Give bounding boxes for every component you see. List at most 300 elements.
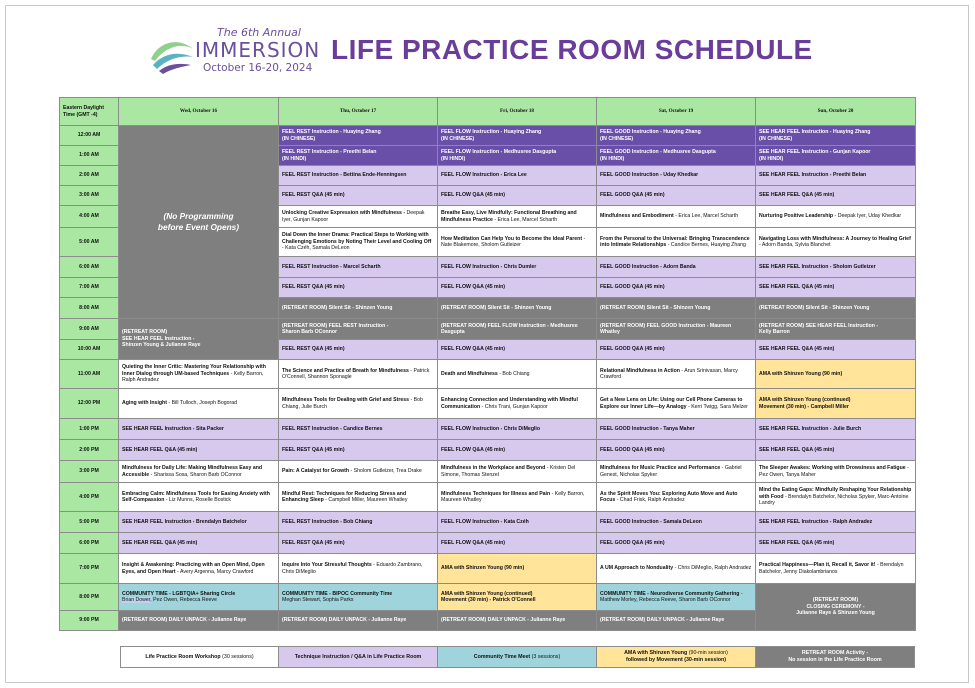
session-presenters: - Brendalyn Batchelor, Jenny Diakolambrianos: [759, 562, 904, 575]
session-cell[interactable]: [438, 483, 597, 512]
legend-instruction: [279, 647, 438, 668]
session-cell[interactable]: [756, 257, 916, 278]
table-row: [60, 419, 916, 440]
session-title: FEEL GOOD Instruction - Samala DeLeon: [600, 518, 702, 525]
session-title: COMMUNITY TIME - BIPOC Community Time: [282, 590, 393, 597]
session-title: FEEL REST Instruction - Bob Chiang: [282, 518, 373, 525]
session-sub: (IN CHINESE): [759, 135, 793, 142]
session-title: SEE HEAR FEEL Q&A (45 min): [122, 539, 198, 546]
session-title: Pain: A Catalyst for Growth: [282, 468, 350, 475]
session-cell[interactable]: [597, 206, 756, 228]
session-title: SEE HEAR FEEL Instruction - Sita Packer: [122, 425, 224, 432]
session-cell[interactable]: [438, 512, 597, 533]
session-title: FEEL REST Q&A (45 min): [282, 192, 345, 199]
session-cell[interactable]: [438, 389, 597, 419]
session-cell[interactable]: [438, 126, 597, 146]
legend-label: Community Time Meet: [473, 653, 531, 660]
session-cell[interactable]: [597, 584, 756, 611]
session-title: (RETREAT ROOM) Silent Sit - Shinzen Young: [600, 304, 711, 311]
session-presenters: - Patrick O'Connell, Shannon Sponagle: [282, 367, 430, 380]
time-cell: 7:00 PM: [60, 554, 119, 584]
session-title: Unlocking Creative Expression with Mindfulness -: [282, 210, 406, 216]
session-presenters: - Kelly Barron, Maureen Whatley: [441, 490, 585, 503]
session-cell[interactable]: [756, 319, 916, 340]
legend-note: (30 sessions): [220, 653, 254, 660]
session-title: SEE HEAR FEEL Q&A (45 min): [759, 192, 835, 199]
no-programming-cell: [119, 126, 279, 319]
session-cell[interactable]: [756, 461, 916, 483]
session-title: FEEL REST Q&A (45 min): [282, 539, 345, 546]
session-sub: (IN HINDI): [600, 155, 625, 162]
time-cell: 12:00 PM: [60, 389, 119, 419]
session-cell[interactable]: [438, 166, 597, 186]
session-title: Get a New Lens on Life: Using our Cell Phone Cameras to Explore our Inner Life—by Analogy: [600, 397, 743, 410]
session-cell[interactable]: [756, 298, 916, 319]
session-title: (RETREAT ROOM): [812, 597, 859, 604]
session-cell[interactable]: [756, 126, 916, 146]
session-title: FEEL REST Q&A (45 min): [282, 446, 345, 453]
session-title: (RETREAT ROOM) DAILY UNPACK - Julianne Raye: [122, 617, 247, 624]
day-header: Thu, October 17: [279, 98, 438, 126]
table-row: [60, 126, 916, 146]
day-header: Sat, October 19: [597, 98, 756, 126]
session-cell[interactable]: [279, 440, 438, 461]
session-title: (RETREAT ROOM) Silent Sit - Shinzen Young: [441, 304, 552, 311]
session-presenters: - Erica Lee, Marcel Scharth: [675, 213, 739, 220]
time-cell: 3:00 AM: [60, 186, 119, 206]
session-title: Mindfulness and Embodiment: [600, 213, 674, 220]
session-cell[interactable]: [279, 126, 438, 146]
session-title: AMA with Shinzen Young (continued): [759, 397, 851, 403]
session-title: From the Personal to the Universal: Bringing Transcendence into Intimate Relationships: [600, 235, 750, 248]
session-cell[interactable]: [438, 146, 597, 166]
session-title: FEEL REST Instruction - Candice Bernes: [282, 425, 383, 432]
session-title: Quieting the Inner Critic: Mastering Your Relationship with Inner Dialog through UM-based Techniques: [122, 364, 266, 377]
session-title: Mindfulness Tools for Dealing with Grief and Stress: [282, 397, 410, 403]
time-cell: 7:00 AM: [60, 278, 119, 298]
session-presenters: Deepak Iyer, Gunjan Kapoor: [282, 210, 425, 223]
session-cell[interactable]: [597, 512, 756, 533]
session-presenters: - Adorn Banda, Sylvia Blanchet: [759, 242, 831, 248]
session-cell[interactable]: [597, 228, 756, 257]
table-row: [60, 319, 916, 340]
session-cell[interactable]: [279, 512, 438, 533]
legend-workshop: [121, 647, 279, 668]
session-presenters: - Kristen Del Simone, Thomas Stenzel: [441, 465, 576, 478]
session-cell[interactable]: [597, 554, 756, 584]
session-title: FEEL GOOD Q&A (45 min): [600, 446, 665, 453]
session-presenters: - Pez Owen, Tanya Maher: [759, 465, 909, 478]
session-presenters: - Kata Czéh, Samala DeLeon: [282, 245, 350, 252]
session-cell[interactable]: [756, 554, 916, 584]
page-title: LIFE PRACTICE ROOM SCHEDULE: [331, 34, 813, 65]
session-cell[interactable]: [756, 360, 916, 389]
session-cell[interactable]: [119, 483, 279, 512]
time-cell: 4:00 AM: [60, 206, 119, 228]
time-cell: 5:00 AM: [60, 228, 119, 257]
session-presenters: - Nate Blakemore, Sholom Gutleizer: [441, 235, 586, 248]
session-title: Death and Mindfulness: [441, 370, 498, 377]
time-cell: 3:00 PM: [60, 461, 119, 483]
session-presenters: - Erica Lee, Marcel Scharth: [494, 216, 558, 223]
table-row: [60, 360, 916, 389]
session-sub: (IN CHINESE): [441, 135, 475, 142]
session-cell[interactable]: [279, 419, 438, 440]
session-presenters: - Liz Munns, Roselle Bostick: [165, 497, 231, 503]
session-cell[interactable]: [597, 166, 756, 186]
session-title: Dial Down the Inner Drama: Practical Steps to Working with Challenging Emotions by Noting Their Level and Cooling Off: [282, 232, 432, 245]
no-programming-line: (No Programming: [163, 211, 234, 222]
session-cell[interactable]: [279, 389, 438, 419]
session-title: Practical Happiness—Plan it, Recall it, Savor it!: [759, 562, 876, 568]
session-title: Embracing Calm: Mindfulness Tools for Easing Anxiety with Self-Compassion: [122, 490, 270, 503]
session-title: SEE HEAR FEEL Q&A (45 min): [759, 539, 835, 546]
session-title: SEE HEAR FEEL Instruction - Gunjan Kapoor: [759, 149, 871, 155]
session-title: FEEL GOOD Instruction - Huaying Zhang: [600, 129, 701, 135]
session-title: FEEL REST Instruction - Bettina Ende-Henningsen: [282, 172, 407, 179]
session-cell[interactable]: [597, 186, 756, 206]
session-title: (RETREAT ROOM) DAILY UNPACK - Julianne Raye: [600, 617, 725, 624]
session-cell[interactable]: [119, 360, 279, 389]
legend-ama: [597, 647, 756, 668]
session-sub: Shinzen Young & Julianne Raye: [122, 342, 201, 349]
session-sub: CLOSING CEREMONY -: [806, 603, 865, 610]
session-cell[interactable]: [438, 257, 597, 278]
session-cell[interactable]: [756, 512, 916, 533]
session-title: FEEL REST Instruction - Preethi Belan: [282, 149, 377, 155]
session-title: FEEL FLOW Instruction - Huaying Zhang: [441, 129, 542, 135]
session-sub: (IN HINDI): [282, 155, 307, 162]
session-title: The Science and Practice of Breath for Mindfulness: [282, 367, 409, 374]
legend-note: No session in the Life Practice Room: [788, 657, 882, 663]
session-title: SEE HEAR FEEL Q&A (45 min): [759, 346, 835, 353]
session-cell[interactable]: [438, 206, 597, 228]
schedule-table: [59, 97, 916, 631]
no-programming-line: before Event Opens): [157, 222, 240, 232]
session-title: (RETREAT ROOM) Silent Sit - Shinzen Young: [759, 304, 870, 311]
session-title: Mindfulness Techniques for Illness and Pain: [441, 490, 551, 497]
closing-ceremony-cell[interactable]: [756, 584, 916, 631]
session-sub: Dasgupta: [441, 329, 465, 335]
session-cell[interactable]: [119, 419, 279, 440]
session-title: FEEL FLOW Q&A (45 min): [441, 539, 505, 546]
session-cell[interactable]: [756, 206, 916, 228]
session-title: AMA with Shinzen Young (90 min): [441, 565, 525, 572]
legend-label: Technique Instruction / Q&A in Life Practice Room: [294, 653, 422, 660]
time-cell: 1:00 AM: [60, 146, 119, 166]
session-cell[interactable]: [438, 228, 597, 257]
time-cell: 4:00 PM: [60, 483, 119, 512]
session-cell[interactable]: [438, 298, 597, 319]
session-presenters: - Bob Chiang, Julie Burch: [282, 397, 423, 410]
legend-label: RETREAT ROOM Activity -: [801, 650, 869, 657]
time-cell: 10:00 AM: [60, 340, 119, 360]
legend-label: AMA with Shinzen Young: [624, 650, 688, 657]
session-presenters: Pez Owen, Rebecca Reeve: [151, 597, 217, 603]
timezone-header: Eastern Daylight Time (GMT -4): [60, 98, 119, 126]
legend-table: [120, 646, 915, 668]
legend-note: followed by Movement (30-min session): [625, 657, 727, 663]
time-cell: 6:00 AM: [60, 257, 119, 278]
session-cell[interactable]: [438, 533, 597, 554]
session-title: Inquire Into Your Stressful Thoughts: [282, 562, 372, 568]
time-cell: 8:00 AM: [60, 298, 119, 319]
session-cell[interactable]: [756, 278, 916, 298]
session-cell[interactable]: [119, 584, 279, 611]
session-title: Mind the Eating Gaps: Mindfully Reshaping Your Relationship with Food: [759, 487, 912, 500]
session-cell[interactable]: [597, 611, 756, 631]
table-row: [60, 389, 916, 419]
immersion-logo: [145, 22, 321, 80]
session-sub: Kelly Barron: [759, 329, 790, 335]
session-cell[interactable]: [438, 340, 597, 360]
session-title: Enhancing Connection and Understanding with Mindful Communication: [441, 397, 578, 410]
session-cell[interactable]: [438, 584, 597, 611]
session-presenters: - Arun Srinivasan, Marcy Crawford: [600, 367, 738, 380]
session-sub: (IN HINDI): [441, 155, 466, 162]
session-cell[interactable]: [279, 206, 438, 228]
session-sub: Whatley: [600, 329, 620, 335]
session-cell[interactable]: [119, 512, 279, 533]
session-title: FEEL FLOW Instruction - Chris DiMeglio: [441, 425, 541, 432]
session-cell[interactable]: [597, 146, 756, 166]
session-title: SEE HEAR FEEL Instruction - Brendalyn Batchelor: [122, 518, 247, 525]
session-title: FEEL GOOD Instruction - Medhusree Dasgupta: [600, 149, 716, 155]
time-cell: 11:00 AM: [60, 360, 119, 389]
session-cell[interactable]: [756, 340, 916, 360]
session-cell[interactable]: [438, 440, 597, 461]
session-cell[interactable]: [279, 228, 438, 257]
session-cell[interactable]: [119, 554, 279, 584]
legend-row: [121, 647, 915, 668]
session-cell[interactable]: [756, 533, 916, 554]
session-cell[interactable]: [597, 278, 756, 298]
session-title: (RETREAT ROOM) Silent Sit - Shinzen Young: [282, 304, 393, 311]
session-presenters: - Sholom Gutleizer, Trea Drake: [350, 468, 422, 475]
session-title: Aging with Insight: [122, 400, 167, 407]
session-cell[interactable]: [756, 483, 916, 512]
table-row: [60, 440, 916, 461]
session-title: FEEL REST Q&A (45 min): [282, 284, 345, 291]
session-cell[interactable]: [597, 483, 756, 512]
session-title: (RETREAT ROOM) SEE HEAR FEEL Instruction -: [759, 322, 879, 329]
session-cell[interactable]: [597, 360, 756, 389]
session-cell[interactable]: [597, 340, 756, 360]
session-title: AMA with Shinzen Young (90 min): [759, 370, 843, 377]
session-title: FEEL FLOW Q&A (45 min): [441, 346, 505, 353]
session-cell[interactable]: [597, 319, 756, 340]
session-cell[interactable]: [756, 166, 916, 186]
legend-retreat: [756, 647, 915, 668]
session-cell[interactable]: [597, 440, 756, 461]
time-cell: 12:00 AM: [60, 126, 119, 146]
session-title: (RETREAT ROOM) FEEL FLOW Instruction - Medhusree: [441, 322, 578, 329]
session-cell[interactable]: [119, 533, 279, 554]
table-row: [60, 584, 916, 611]
session-cell[interactable]: [756, 228, 916, 257]
session-presenters: - Bill Tulloch, Joseph Bogorad: [168, 400, 238, 407]
session-title: SEE HEAR FEEL Q&A (45 min): [759, 284, 835, 291]
day-header: Wed, October 16: [119, 98, 279, 126]
session-title: The Sleeper Awakes: Working with Drowsiness and Fatigue: [759, 465, 906, 471]
session-title: Relational Mindfulness in Action: [600, 367, 680, 374]
session-title: FEEL GOOD Instruction - Adorn Banda: [600, 263, 696, 270]
session-cell[interactable]: [597, 419, 756, 440]
session-title: FEEL FLOW Q&A (45 min): [441, 446, 505, 453]
session-title: (RETREAT ROOM) FEEL GOOD Instruction - Maureen: [600, 322, 732, 329]
session-cell[interactable]: [279, 166, 438, 186]
session-presenters: Meghan Stewart, Sophia Parks: [282, 597, 354, 603]
time-cell: 2:00 AM: [60, 166, 119, 186]
session-presenters: - Brendalyn Batchelor, Nicholas Spyker, Marc-Antoine Landry: [759, 493, 909, 507]
session-cell[interactable]: [279, 360, 438, 389]
session-title: SEE HEAR FEEL Instruction - Preethi Belan: [759, 172, 867, 179]
legend-label: Life Practice Room Workshop: [145, 653, 221, 660]
wave-logo-icon: [149, 29, 195, 75]
session-cell[interactable]: [119, 461, 279, 483]
session-sub: (IN CHINESE): [600, 135, 634, 142]
session-title: (RETREAT ROOM) DAILY UNPACK - Julianne Raye: [441, 617, 566, 624]
session-title: SEE HEAR FEEL Q&A (45 min): [759, 446, 835, 453]
session-cell[interactable]: [438, 611, 597, 631]
session-cell[interactable]: [597, 257, 756, 278]
session-presenters: - Candice Bernes, Huaying Zhang: [667, 242, 746, 248]
session-cell[interactable]: [438, 278, 597, 298]
time-cell: 2:00 PM: [60, 440, 119, 461]
session-cell[interactable]: [756, 146, 916, 166]
session-sub: SEE HEAR FEEL Instruction -: [122, 335, 195, 342]
table-row: [60, 512, 916, 533]
session-title: FEEL FLOW Instruction - Kata Czéh: [441, 518, 529, 525]
session-cell[interactable]: [279, 186, 438, 206]
session-presenters: - Bob Chiang: [499, 370, 530, 377]
session-title: FEEL REST Instruction - Huaying Zhang: [282, 129, 381, 135]
session-cell[interactable]: [279, 483, 438, 512]
session-presenters: - Avery Argenna, Marcy Crawford: [177, 568, 254, 575]
table-header-row: [60, 98, 916, 126]
session-title: COMMUNITY TIME - LGBTQIA+ Sharing Circle: [122, 590, 236, 597]
session-cell[interactable]: [279, 584, 438, 611]
logo-name-text: IMMERSION: [195, 38, 321, 62]
legend-community: [438, 647, 597, 668]
time-cell: 5:00 PM: [60, 512, 119, 533]
session-cell[interactable]: [756, 419, 916, 440]
session-cell[interactable]: [279, 461, 438, 483]
session-cell[interactable]: [756, 389, 916, 419]
session-cell[interactable]: [119, 319, 279, 360]
session-presenters: - Chad Frisk, Ralph Andradez: [616, 497, 685, 503]
session-cell[interactable]: [597, 298, 756, 319]
session-cell[interactable]: [438, 461, 597, 483]
session-cell[interactable]: [119, 389, 279, 419]
day-header: Fri, October 18: [438, 98, 597, 126]
session-cell[interactable]: [279, 340, 438, 360]
session-title: FEEL REST Instruction - Marcel Scharth: [282, 263, 381, 270]
session-presenters: - Deepak Iyer, Uday Khedkar: [834, 213, 902, 220]
table-row: [60, 461, 916, 483]
session-title: FEEL GOOD Q&A (45 min): [600, 346, 665, 353]
time-cell: 8:00 PM: [60, 584, 119, 611]
session-cell[interactable]: [279, 298, 438, 319]
session-sub: (IN HINDI): [759, 155, 784, 162]
session-cell[interactable]: [756, 186, 916, 206]
session-cell[interactable]: [279, 554, 438, 584]
session-cell[interactable]: [279, 319, 438, 340]
session-cell[interactable]: [438, 419, 597, 440]
session-title: FEEL GOOD Q&A (45 min): [600, 192, 665, 199]
time-cell: 1:00 PM: [60, 419, 119, 440]
table-row: [60, 554, 916, 584]
session-sub: Movement (30 min) - Campbell Miller: [759, 403, 849, 410]
session-cell[interactable]: [438, 360, 597, 389]
legend-note: (90-min session): [687, 650, 728, 657]
session-title: As the Spirit Moves You: Exploring Auto Move and Auto Focus: [600, 490, 738, 503]
session-presenters: - Chris DiMeglio, Ralph Andradez: [674, 565, 752, 572]
session-title: FEEL FLOW Instruction - Medhusree Dasgupta: [441, 149, 557, 155]
session-cell[interactable]: [597, 533, 756, 554]
legend-note: (3 sessions): [530, 653, 561, 660]
session-cell[interactable]: [438, 186, 597, 206]
session-cell[interactable]: [597, 461, 756, 483]
session-title: How Meditation Can Help You to Become the Ideal Parent: [441, 235, 583, 242]
session-presenters: - Sharissa Sosa, Sharon Barb OConnor: [150, 471, 242, 478]
session-title: Nurturing Positive Leadership: [759, 213, 834, 220]
session-presenters: - Chris Trani, Gunjan Kapoor: [481, 403, 548, 410]
session-presenters: - Kelly Barron, Ralph Andradez: [122, 370, 264, 384]
session-cell[interactable]: [279, 611, 438, 631]
session-title: SEE HEAR FEEL Instruction - Huaying Zhang: [759, 129, 871, 135]
session-cell[interactable]: [756, 440, 916, 461]
session-title: AMA with Shinzen Young (continued): [441, 590, 533, 597]
session-cell[interactable]: [279, 278, 438, 298]
session-presenters: - Gabriel Genest, Nicholas Spyker: [600, 465, 742, 478]
session-title: (RETREAT ROOM) DAILY UNPACK - Julianne Raye: [282, 617, 407, 624]
session-title: FEEL GOOD Instruction - Uday Khedkar: [600, 172, 699, 179]
session-sub: (IN CHINESE): [282, 135, 316, 142]
session-title: Navigating Loss with Mindfulness: A Journey to Healing Grief: [759, 235, 911, 242]
table-row: [60, 483, 916, 512]
session-cell[interactable]: [119, 440, 279, 461]
time-cell: 6:00 PM: [60, 533, 119, 554]
session-cell[interactable]: [279, 533, 438, 554]
session-title: FEEL FLOW Q&A (45 min): [441, 284, 505, 291]
session-title: SEE HEAR FEEL Instruction - Sholom Gutleizer: [759, 263, 876, 270]
session-presenters: - Kerri Twigg, Sara Melzer: [688, 403, 748, 410]
session-cell[interactable]: [597, 389, 756, 419]
session-cell[interactable]: [119, 611, 279, 631]
session-title: Mindfulness for Daily Life: Making Mindfulness Easy and Accessible: [122, 465, 263, 478]
session-title: FEEL GOOD Q&A (45 min): [600, 284, 665, 291]
session-sub: Sharon Barb OConnor: [282, 329, 338, 335]
session-title: FEEL FLOW Instruction - Chris Dumler: [441, 263, 537, 270]
session-title: Mindfulness for Music Practice and Performance: [600, 465, 721, 471]
session-title: FEEL FLOW Instruction - Erica Lee: [441, 172, 527, 179]
session-presenters: - Eduardo Zambrano, Chris DiMeglio: [282, 562, 423, 575]
session-presenters: - Matthew Morley, Rebecca Reeve, Sharon Barb OConnor: [600, 590, 743, 603]
session-cell[interactable]: [279, 257, 438, 278]
logo-annual-text: The 6th Annual: [217, 26, 301, 39]
session-title: FEEL GOOD Q&A (45 min): [600, 539, 665, 546]
session-cell[interactable]: [279, 146, 438, 166]
table-row: [60, 533, 916, 554]
session-cell[interactable]: [438, 319, 597, 340]
session-cell[interactable]: [438, 554, 597, 584]
session-cell[interactable]: [597, 126, 756, 146]
session-sub: Movement (30 min) - Patrick O'Connell: [441, 597, 536, 603]
session-title: Mindful Rest: Techniques for Reducing Stress and Enhancing Sleep: [282, 490, 407, 503]
session-title: FEEL FLOW Q&A (45 min): [441, 192, 505, 199]
session-title: SEE HEAR FEEL Instruction - Julie Burch: [759, 425, 862, 432]
